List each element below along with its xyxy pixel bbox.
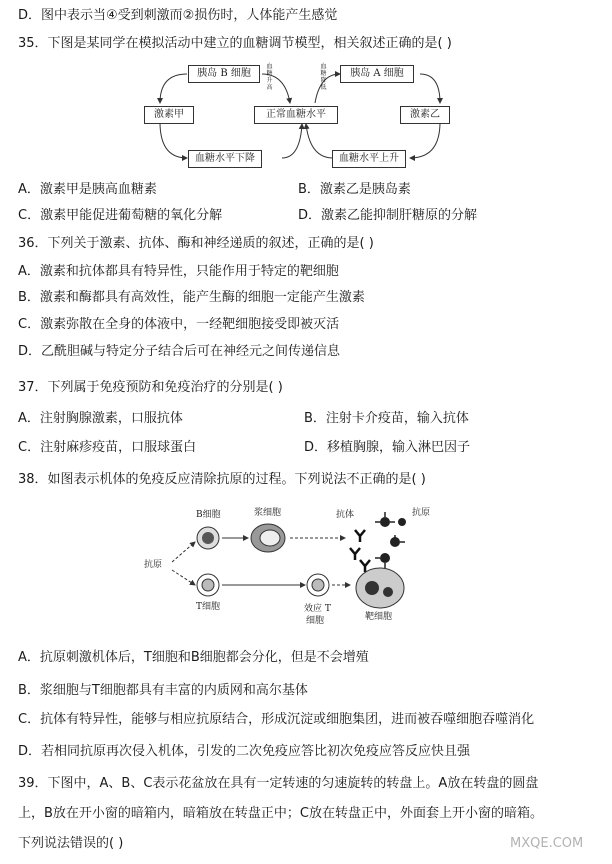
antigen-mark-4 bbox=[398, 518, 406, 526]
glucose-down-box: 血糖水平下降 bbox=[188, 150, 262, 168]
effector-t-label-1: 效应 T bbox=[304, 604, 331, 614]
antibody-label: 抗体 bbox=[336, 510, 355, 520]
hormone-b-box: 激素乙 bbox=[400, 106, 450, 124]
label-glucose-fall: 血糖降低 bbox=[320, 63, 327, 91]
q36-option-c: C．激素弥散在全身的体液中，一经靶细胞接受即被灭活 bbox=[18, 317, 340, 332]
antigen-mark-3 bbox=[380, 553, 390, 563]
q35-option-b: B．激素乙是胰岛素 bbox=[298, 182, 411, 197]
q37-option-a: A．注射胸腺激素，口服抗体 bbox=[18, 411, 183, 426]
q38-option-d: D．若相同抗原再次侵入机体，引发的二次免疫应答比初次免疫应答反应快且强 bbox=[18, 744, 471, 759]
plasma-cell-label: 浆细胞 bbox=[254, 508, 282, 518]
q34-option-d: D．图中表示当④受到刺激而②损伤时，人体能产生感觉 bbox=[18, 8, 338, 23]
q35-option-a: A．激素甲是胰高血糖素 bbox=[18, 182, 157, 197]
q39-line-3: 下列说法错误的( ) bbox=[18, 836, 124, 851]
t-cell-label: T细胞 bbox=[196, 602, 221, 612]
islet-a-cell-box: 胰岛 A 细胞 bbox=[340, 65, 414, 83]
q37-stem: 37．下列属于免疫预防和免疫治疗的分别是( ) bbox=[18, 380, 283, 395]
antigen-mark-1 bbox=[380, 517, 390, 527]
q35-diagram bbox=[140, 58, 450, 178]
antigen-label-left: 抗原 bbox=[144, 560, 163, 570]
hormone-a-box: 激素甲 bbox=[144, 106, 194, 124]
watermark-text: MXQE.COM bbox=[510, 836, 584, 851]
q36-option-a: A．激素和抗体都具有特异性，只能作用于特定的靶细胞 bbox=[18, 264, 339, 279]
q37-option-b: B．注射卡介疫苗，输入抗体 bbox=[304, 411, 469, 426]
q36-stem: 36．下列关于激素、抗体、酶和神经递质的叙述，正确的是( ) bbox=[18, 236, 374, 251]
b-cell-label: B细胞 bbox=[196, 510, 221, 520]
q38-option-a: A．抗原刺激机体后，T细胞和B细胞都会分化，但是不会增殖 bbox=[18, 650, 369, 665]
normal-glucose-box: 正常血糖水平 bbox=[254, 106, 338, 124]
q38-stem: 38．如图表示机体的免疫反应清除抗原的过程。下列说法不正确的是( ) bbox=[18, 472, 426, 487]
antibody-mark-2 bbox=[350, 548, 360, 560]
q35-option-d: D．激素乙能抑制肝糖原的分解 bbox=[298, 208, 478, 223]
target-cell-shape bbox=[356, 568, 404, 608]
t-cell-nucleus bbox=[202, 579, 214, 591]
q38-option-c: C．抗体有特异性，能够与相应抗原结合，形成沉淀或细胞集团，进而被吞噬细胞吞噬消化 bbox=[18, 712, 535, 727]
effector-t-label-2: 细胞 bbox=[306, 616, 325, 626]
antigen-label-right: 抗原 bbox=[412, 508, 431, 518]
target-cell-nucleus-1 bbox=[365, 581, 379, 595]
q38-drawing bbox=[140, 500, 460, 635]
q39-line-2: 上，B放在开小窗的暗箱内，暗箱放在转盘正中；C放在转盘正中，外面套上开小窗的暗箱。 bbox=[18, 806, 543, 821]
target-cell-nucleus-2 bbox=[383, 587, 393, 597]
q39-line-1: 39．下图中，A、B、C表示花盆放在具有一定转速的匀速旋转的转盘上。A放在转盘的圆盘 bbox=[18, 776, 539, 791]
glucose-up-box: 血糖水平上升 bbox=[332, 150, 406, 168]
islet-b-cell-box: 胰岛 B 细胞 bbox=[188, 65, 260, 83]
q37-option-c: C．注射麻疹疫苗，口服球蛋白 bbox=[18, 440, 197, 455]
antibody-mark-1 bbox=[355, 530, 365, 542]
effector-t-nucleus bbox=[312, 579, 324, 591]
plasma-cell-nucleus bbox=[260, 530, 280, 546]
target-cell-label: 靶细胞 bbox=[365, 612, 393, 622]
q35-stem: 35．下图是某同学在模拟活动中建立的血糖调节模型，相关叙述正确的是( ) bbox=[18, 36, 452, 51]
label-glucose-rise: 血糖升高 bbox=[266, 63, 273, 91]
q38-diagram bbox=[140, 500, 460, 635]
q36-option-b: B．激素和酶都具有高效性，能产生酶的细胞一定能产生激素 bbox=[18, 290, 365, 305]
antigen-to-b-arrow bbox=[172, 542, 195, 562]
q37-option-d: D．移植胸腺，输入淋巴因子 bbox=[304, 440, 471, 455]
b-cell-nucleus bbox=[202, 532, 214, 544]
q36-option-d: D．乙酰胆碱与特定分子结合后可在神经元之间传递信息 bbox=[18, 344, 341, 359]
q38-option-b: B．浆细胞与T细胞都具有丰富的内质网和高尔基体 bbox=[18, 683, 308, 698]
antigen-to-t-arrow bbox=[172, 570, 195, 585]
q35-option-c: C．激素甲能促进葡萄糖的氧化分解 bbox=[18, 208, 223, 223]
